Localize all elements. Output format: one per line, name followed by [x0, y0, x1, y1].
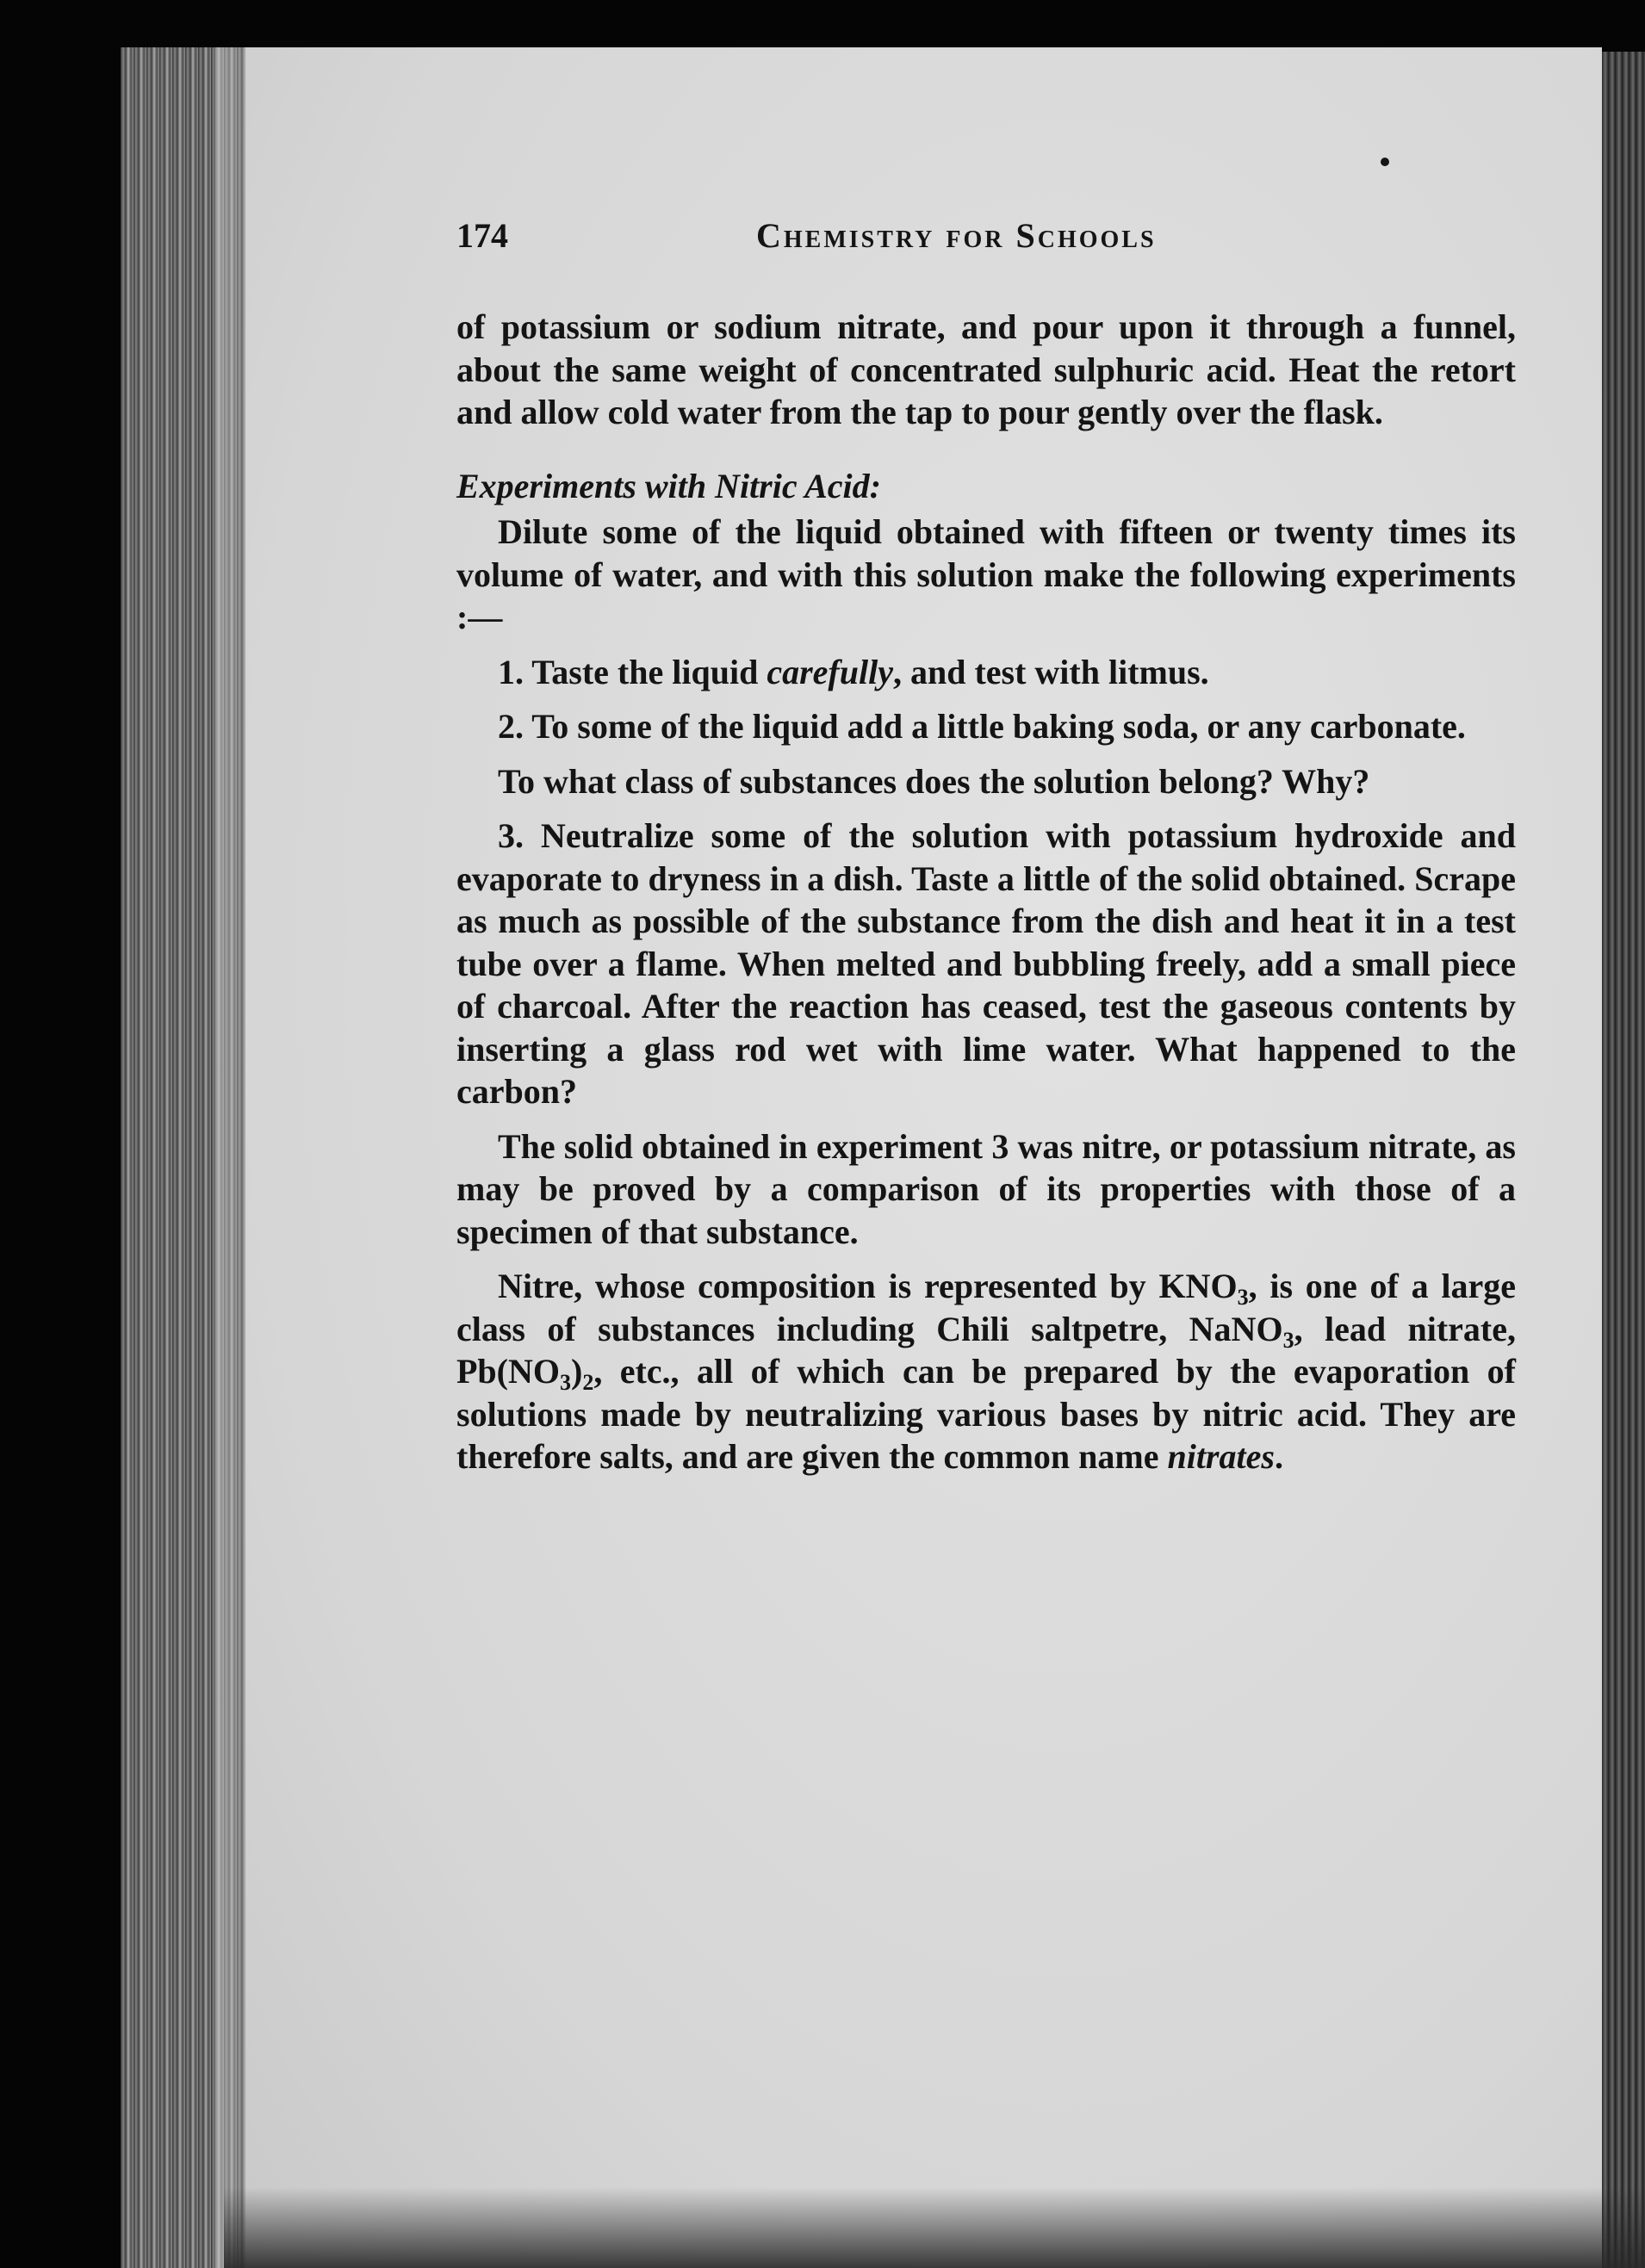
- experiment-3: 3. Neutralize some of the solution with potassium hydroxide and evaporate to dryness in a dish. Taste a little of the solid obtained. Scrape as much as possible of the substance from the dish and heat it in a test tube over a flame. When melted and bubbling freely, add a small piece of charcoal. After the reaction has ceased, test the gaseous contents by inserting a glass rod wet with lime water. What happened to the carbon?: [456, 816, 1516, 1111]
- paragraph-intro: of potassium or sodium nitrate, and pour upon it through a funnel, about the same weight of concentrated sulphuric acid. Heat the retort and allow cold water from the tap to pour gently over the flask.: [456, 307, 1516, 431]
- formula-text-1: Nitre, whose composition is represented by KNO: [498, 1267, 1238, 1305]
- question-paragraph: To what class of substances does the solution belong? Why?: [498, 761, 1370, 801]
- section-heading: Experiments with Nitric Acid:: [456, 466, 881, 505]
- page-body: [456, 306, 1516, 1478]
- nitrates-emphasis: nitrates: [1167, 1437, 1275, 1476]
- formula-text-5: , etc., all of which can be prepared by the evaporation of solutions made by neutralizing various bases by nitric acid. They are therefore salts, and are given the common name: [456, 1352, 1516, 1476]
- formula-sub-3: 3: [560, 1370, 571, 1395]
- page-number: 174: [456, 216, 508, 255]
- page-header: [456, 215, 1576, 276]
- experiment-1-text: 1. Taste the liquid: [498, 652, 767, 691]
- formula-sub-2: 3: [1282, 1327, 1294, 1353]
- right-page-edge: [1602, 52, 1645, 2268]
- experiment-1-emphasis: carefully: [767, 652, 893, 691]
- running-title: Chemistry for Schools: [756, 216, 1157, 255]
- paragraph-dilute: Dilute some of the liquid obtained with fifteen or twenty times its volume of water, and with this solution make the following experiments :—: [456, 512, 1516, 636]
- experiment-2: 2. To some of the liquid add a little baking soda, or any carbonate.: [498, 707, 1466, 746]
- paragraph-formulas: [456, 1265, 1516, 1478]
- formula-sub-4: 2: [582, 1370, 594, 1395]
- formula-text-4: ): [571, 1352, 583, 1391]
- formula-text-3: , lead nitrate, Pb(NO: [456, 1309, 1516, 1391]
- experiment-1: [456, 651, 1516, 694]
- speck-mark: [1381, 158, 1389, 166]
- experiment-1-tail: , and test with litmus.: [892, 652, 1209, 691]
- paragraph-nitre: The solid obtained in experiment 3 was nitre, or potassium nitrate, as may be proved by a comparison of its properties with those of a specimen of that substance.: [456, 1126, 1516, 1251]
- bottom-page-edge: [224, 2187, 1645, 2268]
- formula-text-2: , is one of a large class of substances including Chili saltpetre, NaNO: [456, 1267, 1516, 1348]
- formula-sub-1: 3: [1237, 1285, 1249, 1310]
- formula-text-6: .: [1274, 1437, 1283, 1476]
